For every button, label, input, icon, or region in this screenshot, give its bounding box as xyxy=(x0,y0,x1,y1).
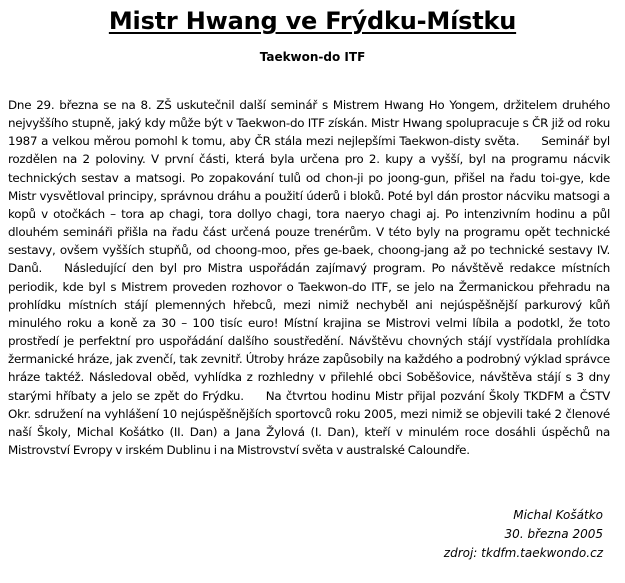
signature-source: zdroj: tkdfm.taekwondo.cz xyxy=(443,546,603,560)
article-paragraph-1: Dne 29. března se na 8. ZŠ uskutečnil další seminář s Mistrem Hwang Ho Yongem, držitelem druhého nejvyššího stupně, jaký kdy může být v Taekwon-do ITF získán. Mistr Hwang spolupracuje s ČR již od roku 1987 a velkou měrou pomohl k tomu, aby ČR stála mezi nejlepšími Taekwon-disty světa. xyxy=(8,98,610,149)
article-body xyxy=(8,96,610,459)
article-paragraph-2: Seminář byl rozdělen na 2 poloviny. V první části, která byla určena pro 2. kupy a vyšší, byl na programu nácvik technických sestav a matsogi. Po zopakování tulů od chon-ji po joong-gun, přišel na řadu toi-gye, kde Mistr vysvětloval principy, správnou dráhu a použití úderů i bloků. Poté byl dán prostor nácviku matsogi a kopů v otočkách – tora ap chagi, tora dollyo chagi, tora naeryo chagi aj. Po intenzivním hodinu a půl dlouhém semináři přišla na řadu část určená pouze trenérům. V této byly na programu opět technické sestavy, ovšem vyšších stupňů, od choong-moo, přes ge-baek, choong-jang až po technické sestavy IV. Danů. xyxy=(8,134,610,276)
page-subtitle: Taekwon-do ITF xyxy=(259,50,366,64)
article-paragraph-3: Následující den byl pro Mistra uspořádán zajímavý program. Po návštěvě redakce místních periodik, kde byl s Mistrem proveden rozhovor o Taekwon-do ITF, se jelo na Žermanickou přehradu na prohlídku místních stájí plemenných hřebců, mezi nimiž nechyběl ani nejúspěšnější parkurový kůň minulého roku a koně za 30 – 100 tisíc euro! Místní krajina se Mistrovi velmi líbila a podotkl, že toto prostředí je perfektní pro uspořádání dalšího soustředění. Návštěvu chovných stájí vystřídala prohlídka žermanické hráze, jak zvenčí, tak zevnitř. Útroby hráze zapůsobily na každého a podrobný výklad správce hráze taktéž. Následoval oběd, vyhlídka z rozhledny v přilehlé obci Soběšovice, návštěva stájí s 3 dny starými hříbaty a jelo se zpět do Frýdku. xyxy=(8,261,610,403)
article-paragraph-4: Na čtvrtou hodinu Mistr přijal pozvání Školy TKDFM a ČSTV Okr. sdružení na vyhlášení 10 nejúspěšnějších sportovců roku 2005, mezi nimiž se objevili také 2 členové naší Školy, Michal Košátko (II. Dan) a Jana Žylová (I. Dan), kteří v minulém roce dosáhli úspěchů na Mistrovství Evropy v irském Dublinu i na Mistrovství světa v australské Caloundře. xyxy=(8,388,610,457)
article-signature xyxy=(444,506,603,563)
page-title: Mistr Hwang ve Frýdku-Místku xyxy=(108,7,517,35)
signature-author: Michal Košátko xyxy=(513,508,603,522)
signature-date: 30. března 2005 xyxy=(504,527,603,541)
